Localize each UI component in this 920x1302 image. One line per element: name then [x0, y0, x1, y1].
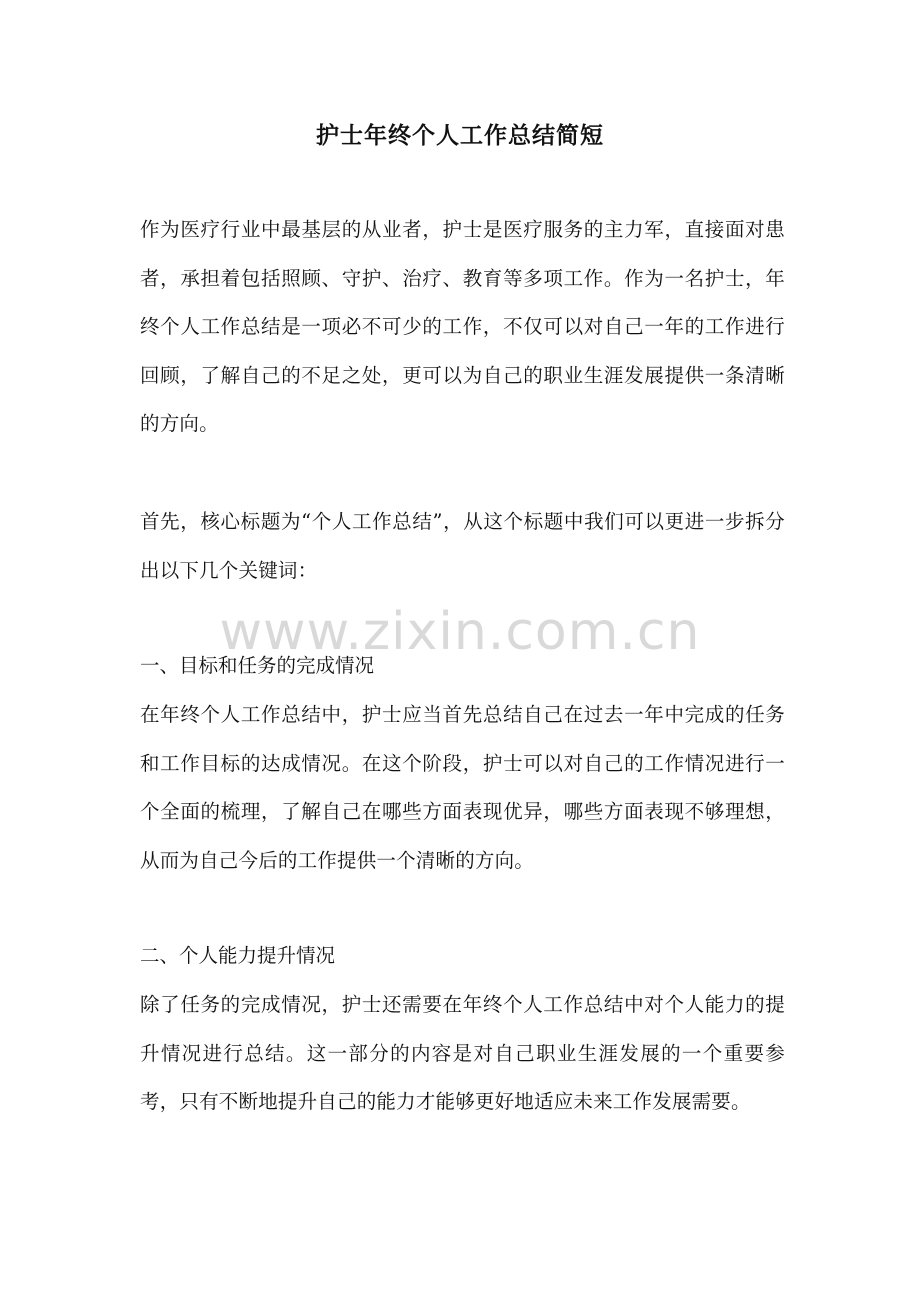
section-body-2: 除了任务的完成情况，护士还需要在年终个人工作总结中对个人能力的提升情况进行总结。这一部分的内容是对自己职业生涯发展的一个重要参考，只有不断地提升自己的能力才能够更好地适应未来工作发展需要。 [140, 993, 785, 1113]
section-heading-2: 二、个人能力提升情况 [140, 944, 336, 967]
section-heading-1: 一、目标和任务的完成情况 [140, 654, 375, 677]
intro-paragraph: 作为医疗行业中最基层的从业者，护士是医疗服务的主力军，直接面对患者，承担着包括照顾、守护、治疗、教育等多项工作。作为一名护士，年终个人工作总结是一项必不可少的工作，不仅可以对自己一年的工作进行回顾，了解自己的不足之处，更可以为自己的职业生涯发展提供一条清晰的方向。 [140, 218, 785, 435]
first-paragraph: 首先，核心标题为“个人工作总结”，从这个标题中我们可以更进一步拆分出以下几个关键词： [140, 510, 785, 582]
section-body-1: 在年终个人工作总结中，护士应当首先总结自己在过去一年中完成的任务和工作目标的达成情况。在这个阶段，护士可以对自己的工作情况进行一个全面的梳理，了解自己在哪些方面表现优异，哪些方面表现不够理想，从而为自己今后的工作提供一个清晰的方向。 [140, 703, 785, 872]
watermark-text: www.zixin.com.cn [219, 602, 701, 662]
document-title: 护士年终个人工作总结简短 [316, 122, 604, 149]
